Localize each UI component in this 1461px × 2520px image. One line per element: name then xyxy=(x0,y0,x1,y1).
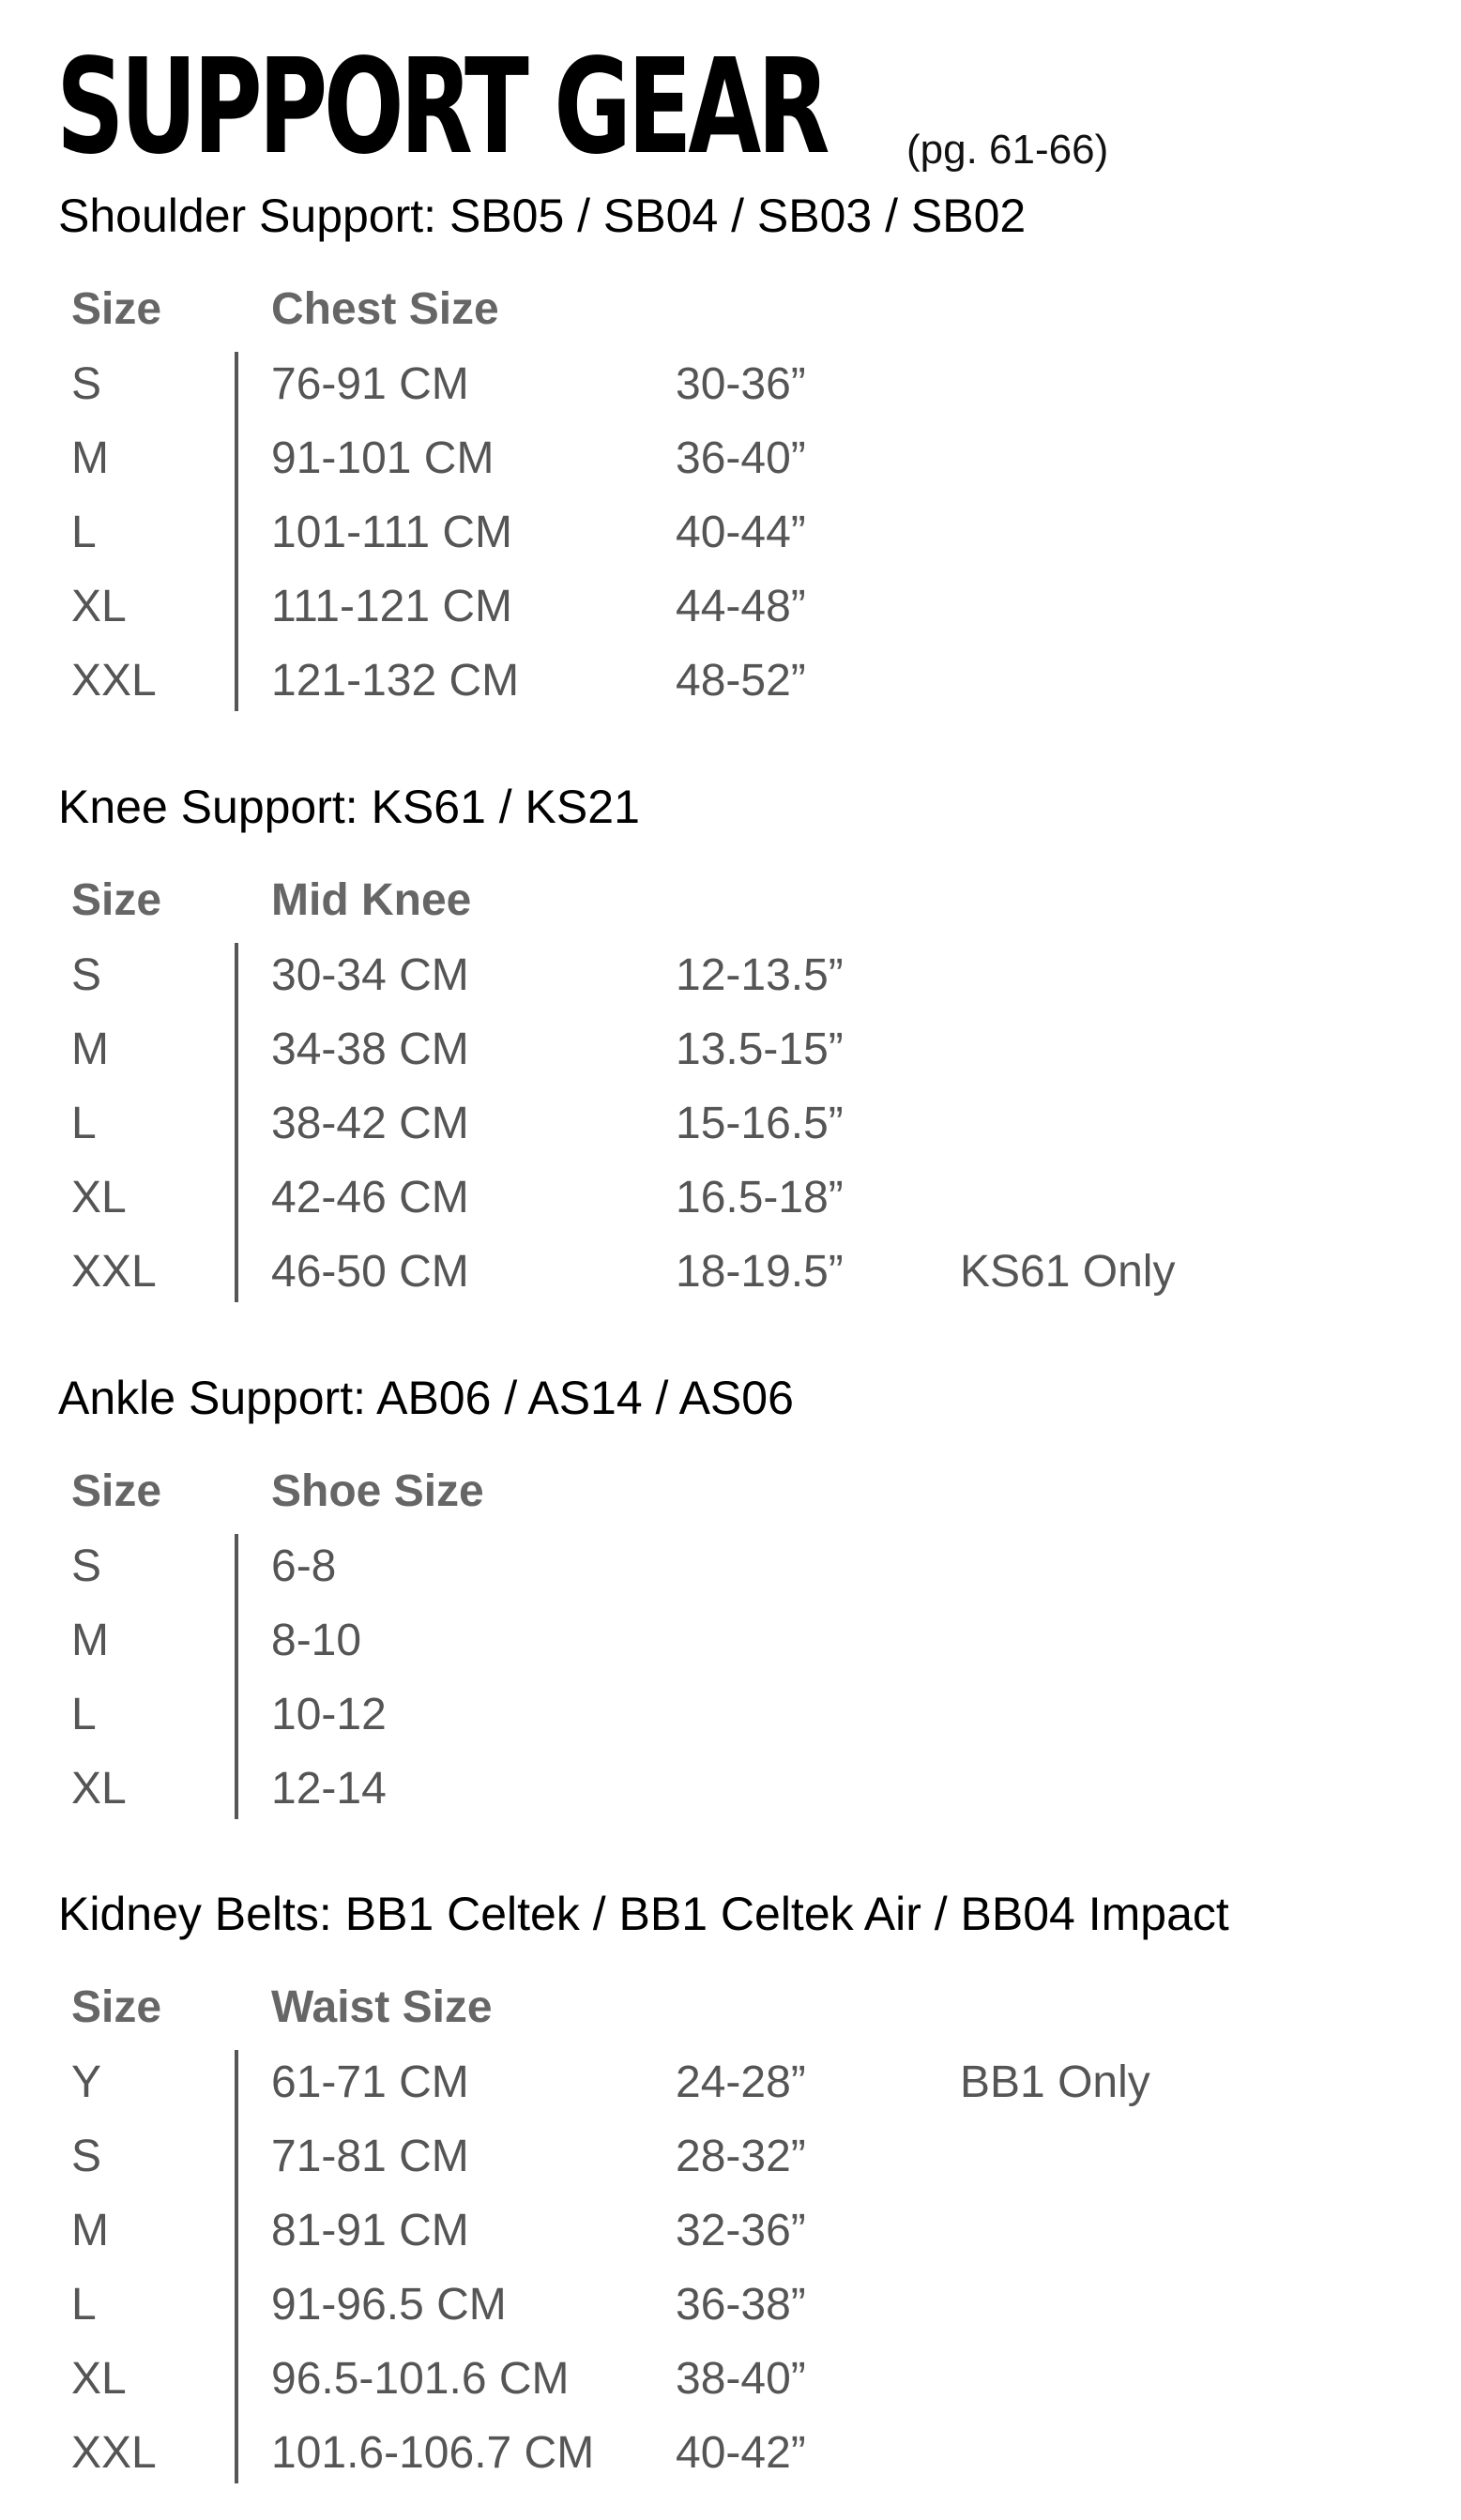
size-cell: XL xyxy=(71,1173,127,1222)
metric-cell: 6-8 xyxy=(271,1541,337,1591)
size-cell: S xyxy=(71,359,102,409)
inch-cell: 48-52” xyxy=(676,656,806,706)
size-cell: Y xyxy=(71,2057,102,2107)
inch-cell: 24-28” xyxy=(676,2057,806,2107)
table-row xyxy=(0,574,1461,648)
size-cell: XL xyxy=(71,2354,127,2404)
table-row xyxy=(0,1091,1461,1165)
metric-cell: 91-101 CM xyxy=(271,433,495,483)
size-cell: S xyxy=(71,950,102,1000)
inch-cell: 38-40” xyxy=(676,2354,806,2404)
metric-cell: 34-38 CM xyxy=(271,1025,469,1074)
section-title: Shoulder Support: SB05 / SB04 / SB03 / SB02 xyxy=(58,190,1027,242)
size-cell: M xyxy=(71,2206,109,2255)
metric-cell: 101.6-106.7 CM xyxy=(271,2428,595,2478)
page-reference: (pg. 61-66) xyxy=(906,127,1109,173)
size-column-header: Size xyxy=(71,1982,162,2032)
metric-cell: 111-121 CM xyxy=(271,582,513,631)
metric-cell: 121-132 CM xyxy=(271,656,520,706)
size-column-header: Size xyxy=(71,284,162,334)
metric-cell: 8-10 xyxy=(271,1616,362,1665)
inch-cell: 40-44” xyxy=(676,508,806,557)
size-column-header: Size xyxy=(71,1466,162,1516)
metric-cell: 12-14 xyxy=(271,1764,387,1814)
inch-cell: 12-13.5” xyxy=(676,950,844,1000)
table-row xyxy=(0,2050,1461,2124)
table-row xyxy=(0,426,1461,500)
inch-cell: 44-48” xyxy=(676,582,806,631)
inch-cell: 16.5-18” xyxy=(676,1173,844,1222)
measure-column-header: Mid Knee xyxy=(271,875,472,925)
measure-column-header: Chest Size xyxy=(271,284,499,334)
table-row xyxy=(0,2124,1461,2198)
metric-cell: 46-50 CM xyxy=(271,1247,469,1297)
table-row xyxy=(0,943,1461,1017)
size-cell: M xyxy=(71,1616,109,1665)
size-cell: M xyxy=(71,433,109,483)
table-row xyxy=(0,1608,1461,1682)
metric-cell: 71-81 CM xyxy=(271,2132,469,2181)
measure-column-header: Waist Size xyxy=(271,1982,493,2032)
measure-column-header: Shoe Size xyxy=(271,1466,484,1516)
table-row xyxy=(0,1682,1461,1756)
size-cell: XL xyxy=(71,582,127,631)
size-cell: L xyxy=(71,2280,97,2330)
size-column-header: Size xyxy=(71,875,162,925)
size-cell: XXL xyxy=(71,656,157,706)
table-row xyxy=(0,1239,1461,1313)
size-cell: XXL xyxy=(71,2428,157,2478)
inch-cell: 30-36” xyxy=(676,359,806,409)
metric-cell: 61-71 CM xyxy=(271,2057,469,2107)
metric-cell: 91-96.5 CM xyxy=(271,2280,507,2330)
table-row xyxy=(0,2272,1461,2346)
table-row xyxy=(0,2198,1461,2272)
metric-cell: 81-91 CM xyxy=(271,2206,469,2255)
table-row xyxy=(0,1534,1461,1608)
inch-cell: 36-40” xyxy=(676,433,806,483)
inch-cell: 15-16.5” xyxy=(676,1099,844,1148)
inch-cell: 40-42” xyxy=(676,2428,806,2478)
inch-cell: 13.5-15” xyxy=(676,1025,844,1074)
table-row xyxy=(0,648,1461,722)
section-title: Knee Support: KS61 / KS21 xyxy=(58,781,640,833)
size-cell: XXL xyxy=(71,1247,157,1297)
size-cell: L xyxy=(71,1099,97,1148)
size-cell: S xyxy=(71,2132,102,2181)
section-title: Ankle Support: AB06 / AS14 / AS06 xyxy=(58,1372,794,1424)
metric-cell: 30-34 CM xyxy=(271,950,469,1000)
table-row xyxy=(0,2346,1461,2421)
table-row xyxy=(0,500,1461,574)
metric-cell: 10-12 xyxy=(271,1690,387,1739)
note-cell: BB1 Only xyxy=(960,2057,1150,2107)
note-cell: KS61 Only xyxy=(960,1247,1176,1297)
table-row xyxy=(0,1165,1461,1239)
table-row xyxy=(0,2421,1461,2495)
size-cell: S xyxy=(71,1541,102,1591)
size-cell: XL xyxy=(71,1764,127,1814)
inch-cell: 28-32” xyxy=(676,2132,806,2181)
table-row xyxy=(0,1756,1461,1830)
table-row xyxy=(0,352,1461,426)
size-cell: L xyxy=(71,508,97,557)
metric-cell: 38-42 CM xyxy=(271,1099,469,1148)
metric-cell: 96.5-101.6 CM xyxy=(271,2354,570,2404)
metric-cell: 76-91 CM xyxy=(271,359,469,409)
page-title: SUPPORT GEAR xyxy=(56,31,827,184)
section-title: Kidney Belts: BB1 Celtek / BB1 Celtek Air / BB04 Impact xyxy=(58,1888,1229,1940)
size-cell: L xyxy=(71,1690,97,1739)
metric-cell: 42-46 CM xyxy=(271,1173,469,1222)
table-row xyxy=(0,1017,1461,1091)
inch-cell: 32-36” xyxy=(676,2206,806,2255)
inch-cell: 36-38” xyxy=(676,2280,806,2330)
metric-cell: 101-111 CM xyxy=(271,508,513,557)
size-cell: M xyxy=(71,1025,109,1074)
inch-cell: 18-19.5” xyxy=(676,1247,844,1297)
